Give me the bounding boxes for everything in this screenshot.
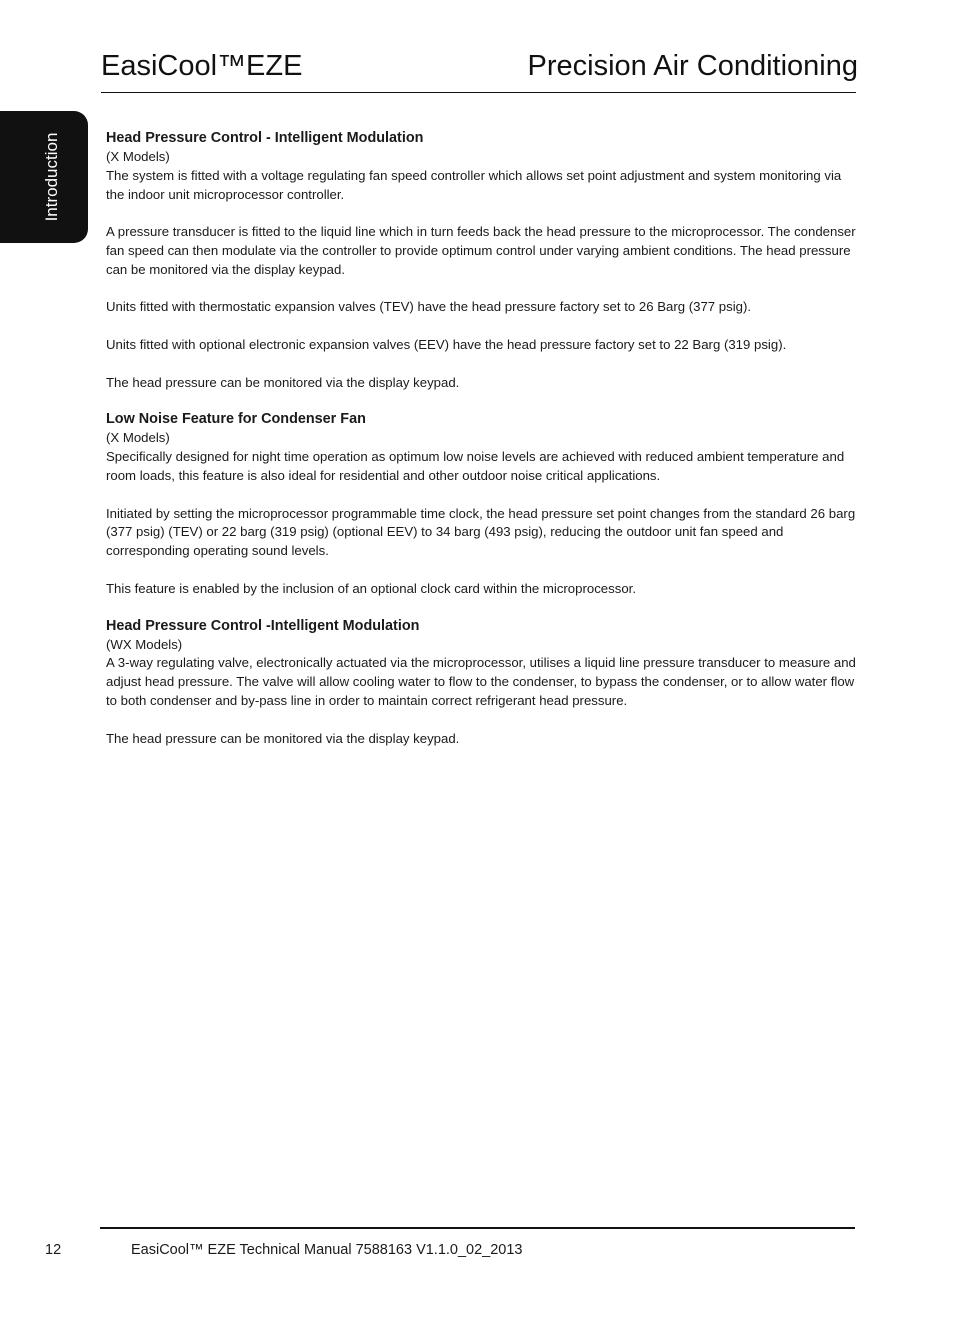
paragraph: Units fitted with thermostatic expansion valves (TEV) have the head pressure factory set to 26 Barg (377 psig). — [106, 299, 752, 315]
footer-divider — [100, 1227, 855, 1229]
section-heading: Head Pressure Control -Intelligent Modulation — [106, 617, 420, 634]
paragraph: Initiated by setting the microprocessor programmable time clock, the head pressure set point changes from the standard 26 barg (377 psig) (TEV) or 22 barg (319 psig) (optional EEV) to 34 barg (493 psig), reducing the outdoor unit fan speed and corresponding operating sound levels. — [106, 505, 856, 559]
side-tab-label: Introduction — [42, 132, 61, 222]
page-number: 12 — [45, 1242, 62, 1258]
section-models: (X Models) — [106, 149, 170, 164]
header-product-name: EasiCool™EZE — [101, 50, 303, 82]
section-head-pressure-wx — [106, 616, 858, 749]
paragraph: Units fitted with optional electronic expansion valves (EEV) have the head pressure factory set to 22 Barg (319 psig). — [106, 336, 787, 352]
header-title: Precision Air Conditioning — [527, 50, 858, 82]
section-heading: Head Pressure Control - Intelligent Modulation — [106, 130, 424, 146]
paragraph: A pressure transducer is fitted to the liquid line which in turn feeds back the head pressure to the microprocessor. The condenser fan speed can then modulate via the controller to provide optimum control under varying ambient conditions. The head pressure can be monitored via the display keypad. — [106, 224, 856, 277]
section-models: (X Models) — [106, 430, 170, 446]
section-models: (WX Models) — [106, 636, 183, 652]
section-heading: Low Noise Feature for Condenser Fan — [106, 411, 366, 428]
paragraph: The head pressure can be monitored via the display keypad. — [106, 730, 460, 746]
paragraph: Specifically designed for night time operation as optimum low noise levels are achieved with reduced ambient temperature and room loads, this feature is also ideal for residential and other outdoor noise critical applications. — [106, 449, 845, 483]
main-content — [106, 128, 858, 748]
paragraph: The system is fitted with a voltage regulating fan speed controller which allows set point adjustment and system monitoring via the indoor unit microprocessor controller. — [106, 167, 842, 202]
paragraph: A 3-way regulating valve, electronically actuated via the microprocessor, utilises a liquid line pressure transducer to measure and adjust head pressure. The valve will allow cooling water to flow to the condenser, to bypass the condenser, or to allow water flow to both condenser and by-pass line in order to maintain correct refrigerant head pressure. — [106, 655, 856, 708]
section-low-noise — [106, 409, 858, 598]
paragraph: The head pressure can be monitored via the display keypad. — [106, 374, 460, 390]
footer-document-title: EasiCool™ EZE Technical Manual 7588163 V1.1.0_02_2013 — [131, 1242, 523, 1258]
paragraph: This feature is enabled by the inclusion of an optional clock card within the microprocessor. — [106, 580, 636, 596]
section-head-pressure-x — [106, 128, 858, 392]
header-divider — [101, 92, 856, 93]
